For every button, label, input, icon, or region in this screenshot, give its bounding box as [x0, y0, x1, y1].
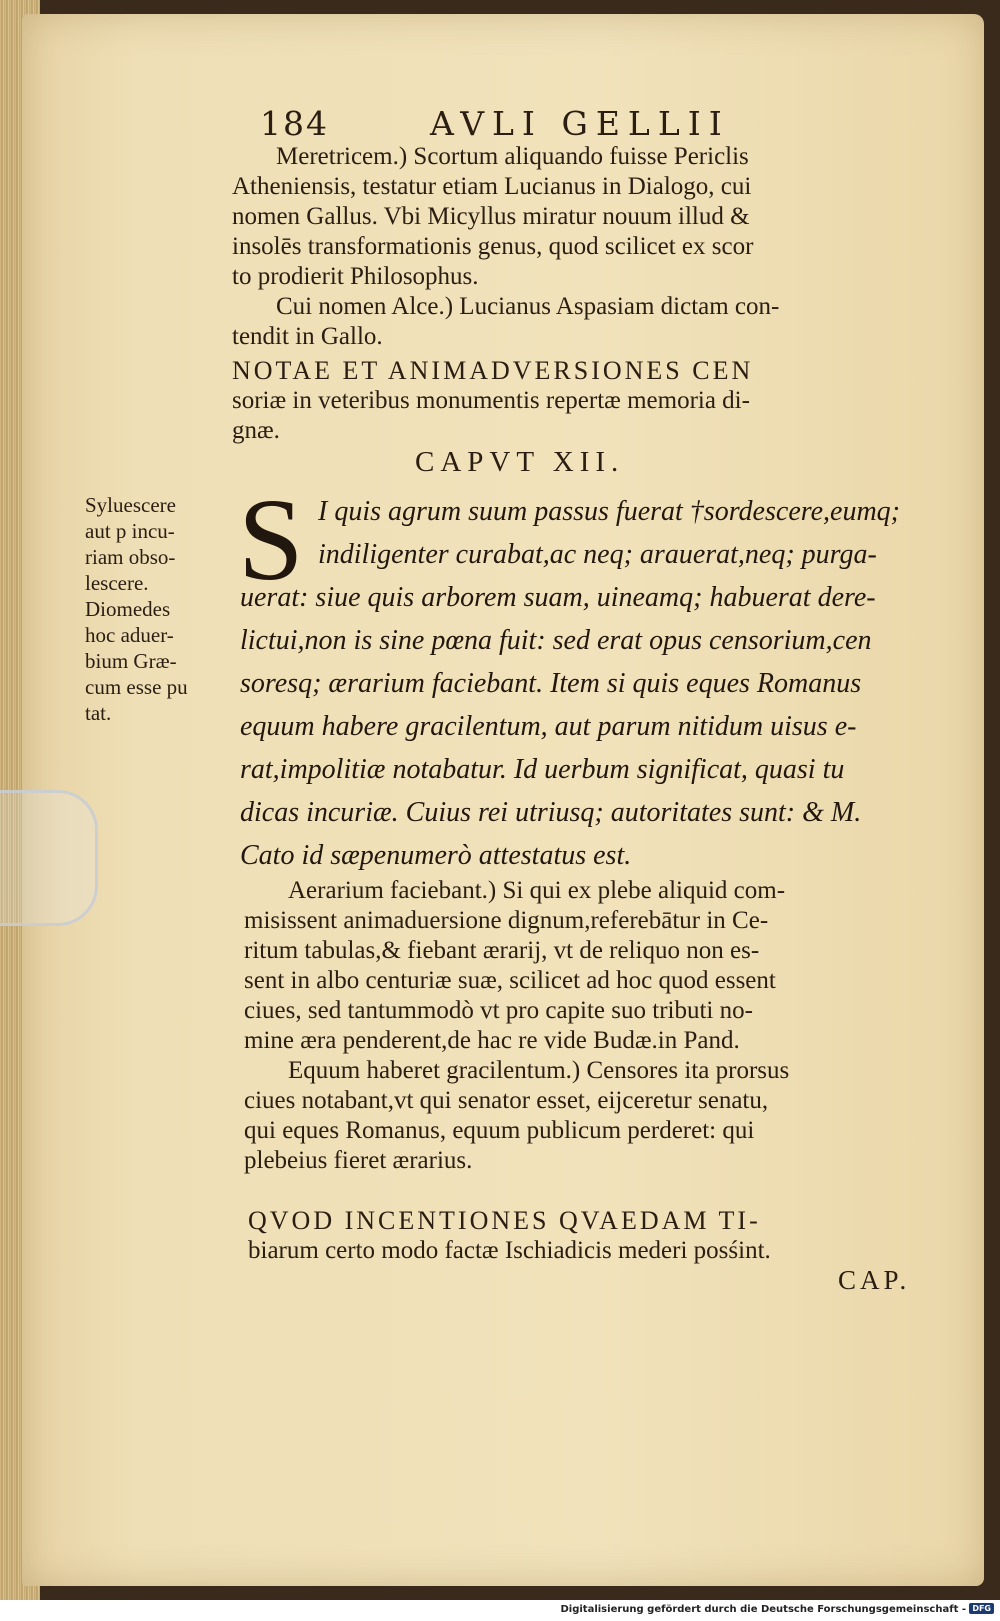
- text-line: rat,impolitiæ notabatur. Id uerbum significat, quasi tu: [240, 754, 845, 785]
- marginal-line: bium Græ-: [85, 649, 177, 673]
- heading-line: QVOD INCENTIONES QVAEDAM TI-: [248, 1206, 761, 1235]
- marginal-line: Syluescere: [85, 493, 176, 517]
- text-line: Cato id sæpenumerò attestatus est.: [240, 840, 632, 871]
- marginal-note: [85, 492, 235, 726]
- marginal-line: lescere.: [85, 571, 149, 595]
- text-line: qui eques Romanus, equum publicum perderet: qui: [244, 1117, 755, 1144]
- text-line: ritum tabulas,& fiebant ærarij, vt de reliquo non es-: [244, 937, 760, 964]
- book-clasp: [0, 790, 98, 926]
- running-title: AVLI GELLII: [430, 104, 730, 143]
- marginal-line: cum esse pu: [85, 675, 188, 699]
- text-line: nomen Gallus. Vbi Micyllus miratur nouum illud &: [232, 203, 750, 230]
- chapter-heading: [232, 356, 922, 446]
- dfg-logo: DFG: [969, 1603, 994, 1614]
- text-line: lictui,non is sine pœna fuit: sed erat opus censorium,cen: [240, 625, 872, 656]
- heading-line: biarum certo modo factæ Ischiadicis mederi posśint.: [248, 1237, 771, 1264]
- text-line: soresq; ærarium faciebant. Item si quis eques Romanus: [240, 668, 862, 699]
- text-line: misissent animaduersione dignum,referebātur in Ce-: [244, 907, 769, 934]
- heading-line: gnæ.: [232, 417, 280, 444]
- marginal-line: riam obso-: [85, 545, 176, 569]
- footer-bar: [0, 1600, 1000, 1621]
- text-line: plebeius fieret ærarius.: [244, 1147, 473, 1174]
- text-line: mine æra penderent,de hac re vide Budæ.in Pand.: [244, 1027, 740, 1054]
- text-line: Atheniensis, testatur etiam Lucianus in Dialogo, cui: [232, 173, 752, 200]
- text-line: sent in albo centuriæ suæ, scilicet ad hoc quod essent: [244, 967, 776, 994]
- text-line: indiligenter curabat,ac neq; arauerat,neq; purga-: [318, 539, 877, 570]
- text-line: Aerarium faciebant.) Si qui ex plebe aliquid com-: [288, 877, 786, 904]
- text-line: equum habere gracilentum, aut parum nitidum uisus e-: [240, 711, 857, 742]
- marginal-line: tat.: [85, 701, 112, 725]
- text-line: dicas incuriæ. Cuius rei utriusq; autoritates sunt: & M.: [240, 797, 862, 828]
- catchword: CAP.: [838, 1265, 911, 1295]
- page-number: 184: [260, 104, 329, 143]
- text-line: Cui nomen Alce.) Lucianus Aspasiam dictam con-: [276, 293, 780, 320]
- text-line: Meretricem.) Scortum aliquando fuisse Periclis: [276, 143, 749, 170]
- text-line: I quis agrum suum passus fuerat †sordescere,eumq;: [318, 496, 900, 527]
- marginal-line: hoc aduer-: [85, 623, 174, 647]
- footer-credit: Digitalisierung gefördert durch die Deutsche Forschungsgemeinschaft -: [560, 1604, 966, 1615]
- text-line: insolēs transformationis genus, quod scilicet ex scor: [232, 233, 754, 260]
- main-text: [240, 490, 918, 877]
- text-line: to prodierit Philosophus.: [232, 263, 479, 290]
- text-line: ciues, sed tantummodò vt pro capite suo tributi no-: [244, 997, 753, 1024]
- heading-line: NOTAE ET ANIMADVERSIONES CEN: [232, 356, 754, 385]
- heading-line: soriæ in veteribus monumentis repertæ memoria di-: [232, 387, 750, 414]
- drop-cap: S: [238, 474, 304, 605]
- caput-label: CAPVT XII.: [415, 446, 625, 478]
- marginal-line: aut p incu-: [85, 519, 175, 543]
- text-line: tendit in Gallo.: [232, 323, 383, 350]
- text-line: uerat: siue quis arborem suam, uineamq; habuerat dere-: [240, 582, 876, 613]
- notes-bottom: [244, 876, 924, 1176]
- next-chapter-heading: [248, 1206, 924, 1266]
- marginal-line: Diomedes: [85, 597, 171, 621]
- notes-top: [232, 142, 922, 352]
- text-line: ciues notabant,vt qui senator esset, eijceretur senatu,: [244, 1087, 769, 1114]
- text-line: Equum haberet gracilentum.) Censores ita prorsus: [288, 1057, 790, 1084]
